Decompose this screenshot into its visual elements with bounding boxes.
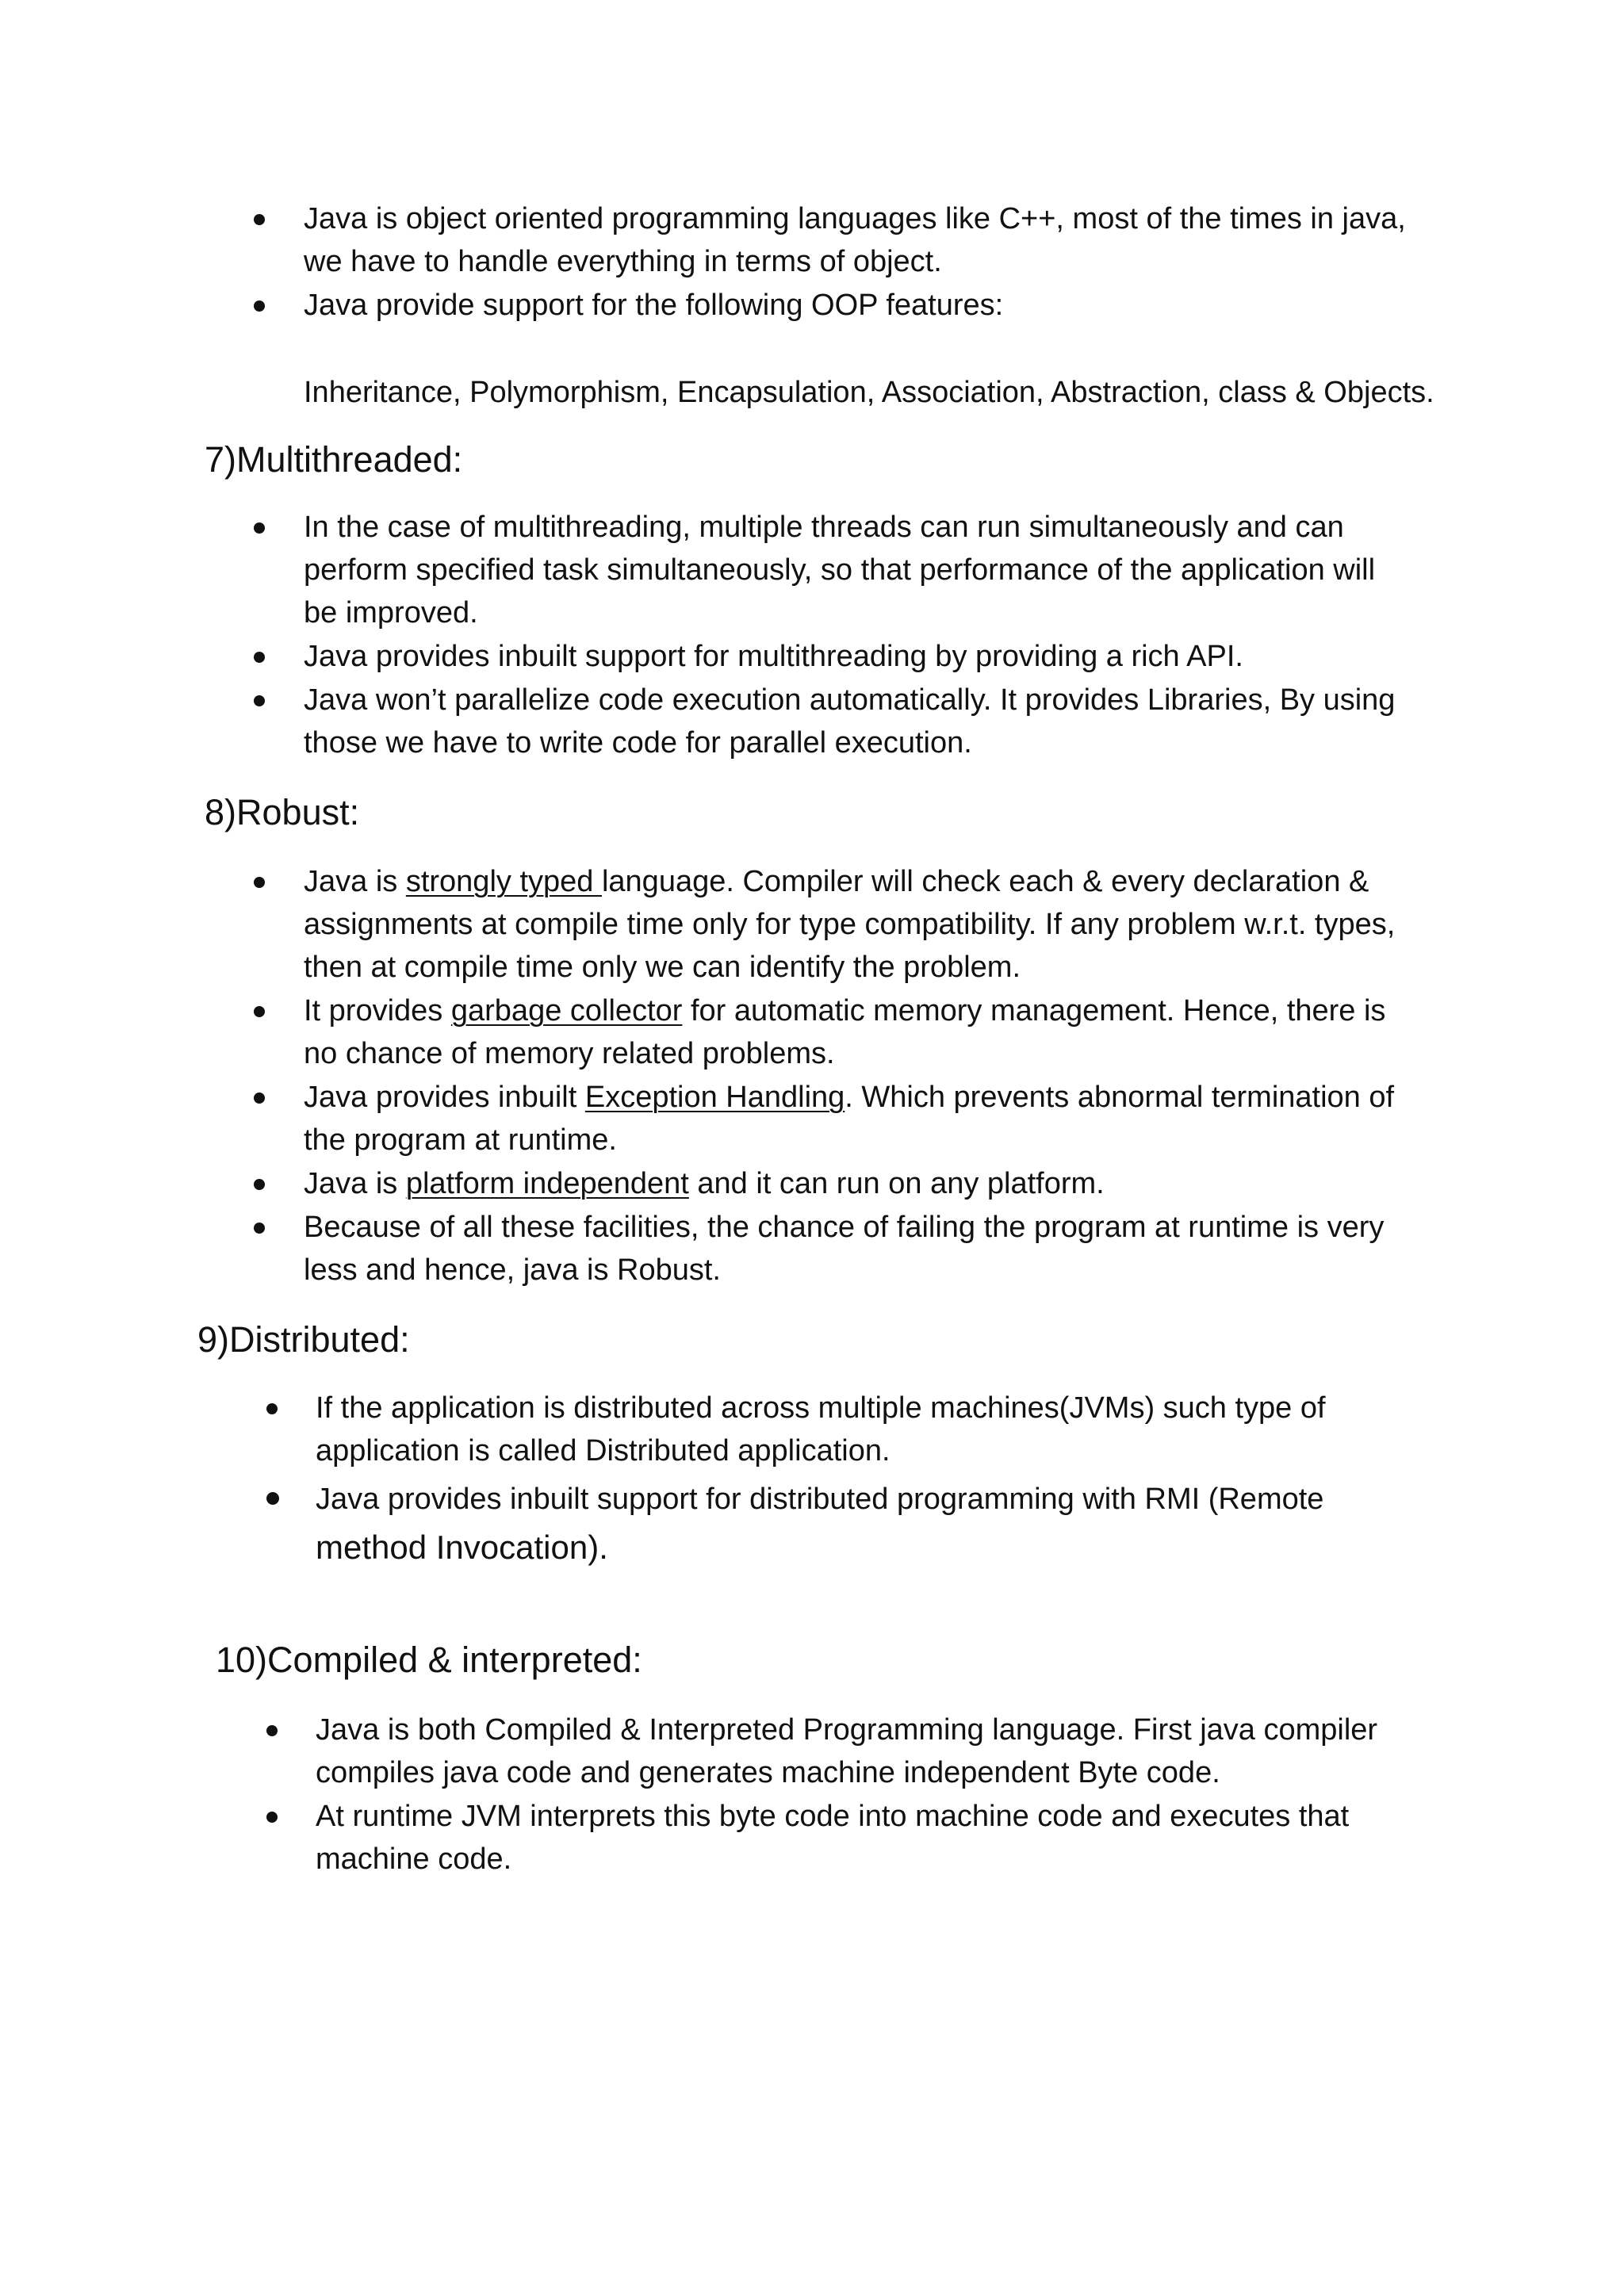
underlined-term: Exception Handling	[584, 1081, 845, 1114]
underlined-term: platform independent	[405, 1167, 689, 1200]
list-item-text: assignments at compile time only for type compatibility. If any problem w.r.t. types,	[304, 908, 1396, 941]
oop-features-text: Inheritance, Polymorphism, Encapsulation, Association, Abstraction, class & Objects.	[304, 376, 1434, 409]
text-run: for automatic memory management. Hence, there is	[682, 994, 1386, 1027]
text-run: and it can run on any platform.	[688, 1167, 1105, 1200]
list-item-text: no chance of memory related problems.	[304, 1037, 835, 1070]
bullet-icon	[254, 652, 265, 663]
list-item-text	[304, 1076, 1394, 1119]
list-item-text: be improved.	[304, 596, 478, 629]
list-item-text: the program at runtime.	[304, 1123, 617, 1157]
list-item-text: In the case of multithreading, multiple threads can run simultaneously and can	[304, 511, 1344, 544]
list-item-text: then at compile time only we can identify the problem.	[304, 951, 1021, 984]
bullet-icon	[254, 1223, 265, 1234]
text-run: . Which prevents abnormal termination of	[845, 1081, 1395, 1114]
section-heading: 8)Robust:	[205, 792, 360, 832]
list-item-text: At runtime JVM interprets this byte code into machine code and executes that	[316, 1800, 1350, 1833]
list-item-text: those we have to write code for parallel execution.	[304, 726, 972, 760]
bullet-icon	[254, 300, 265, 312]
list-item-text	[304, 860, 1369, 903]
list-item-text	[304, 1162, 1105, 1205]
bullet-icon	[254, 877, 265, 888]
list-item-text: less and hence, java is Robust.	[304, 1253, 721, 1287]
bullet-icon	[254, 522, 265, 534]
bullet-icon	[254, 695, 265, 706]
section-heading: 7)Multithreaded:	[205, 439, 463, 480]
text-run: language. Compiler will check each & every declaration &	[601, 865, 1369, 898]
bullet-icon	[266, 1812, 278, 1823]
bullet-icon	[254, 214, 265, 225]
list-item-text: If the application is distributed across multiple machines(JVMs) such type of	[316, 1391, 1326, 1425]
list-item-text: Java won’t parallelize code execution automatically. It provides Libraries, By using	[304, 683, 1396, 717]
list-item-text: machine code.	[316, 1843, 512, 1876]
list-item-text: perform specified task simultaneously, so that performance of the application will	[304, 553, 1376, 587]
bullet-icon	[254, 1093, 265, 1104]
bullet-icon	[254, 1006, 265, 1017]
text-run: Java is	[304, 865, 406, 898]
list-item-text: Java is both Compiled & Interpreted Programming language. First java compiler	[316, 1713, 1378, 1747]
bullet-icon	[266, 1725, 278, 1736]
list-item-text: Because of all these facilities, the chance of failing the program at runtime is very	[304, 1211, 1385, 1244]
underlined-term: strongly typed	[405, 865, 602, 898]
section-heading: 9)Distributed:	[197, 1319, 410, 1360]
underlined-term: garbage collector	[450, 994, 683, 1027]
list-item-text: Java provides inbuilt support for multithreading by providing a rich API.	[304, 640, 1243, 673]
text-run: Java provides inbuilt	[304, 1081, 585, 1114]
list-item-text: Java provide support for the following OOP features:	[304, 289, 1004, 322]
bullet-icon	[266, 1492, 279, 1505]
section-heading: 10)Compiled & interpreted:	[216, 1640, 642, 1680]
text-run: Java is	[304, 1167, 406, 1200]
list-item-text: compiles java code and generates machine independent Byte code.	[316, 1756, 1220, 1789]
list-item-text: method Invocation).	[316, 1529, 608, 1566]
bullet-icon	[254, 1179, 265, 1190]
list-item-text: Java is object oriented programming languages like C++, most of the times in java,	[304, 202, 1406, 235]
list-item-text	[304, 989, 1385, 1032]
list-item-text: Java provides inbuilt support for distributed programming with RMI (Remote	[316, 1483, 1324, 1516]
list-item-text: we have to handle everything in terms of object.	[304, 245, 942, 278]
bullet-icon	[266, 1403, 278, 1414]
text-run: It provides	[304, 994, 451, 1027]
list-item-text: application is called Distributed application.	[316, 1434, 891, 1468]
